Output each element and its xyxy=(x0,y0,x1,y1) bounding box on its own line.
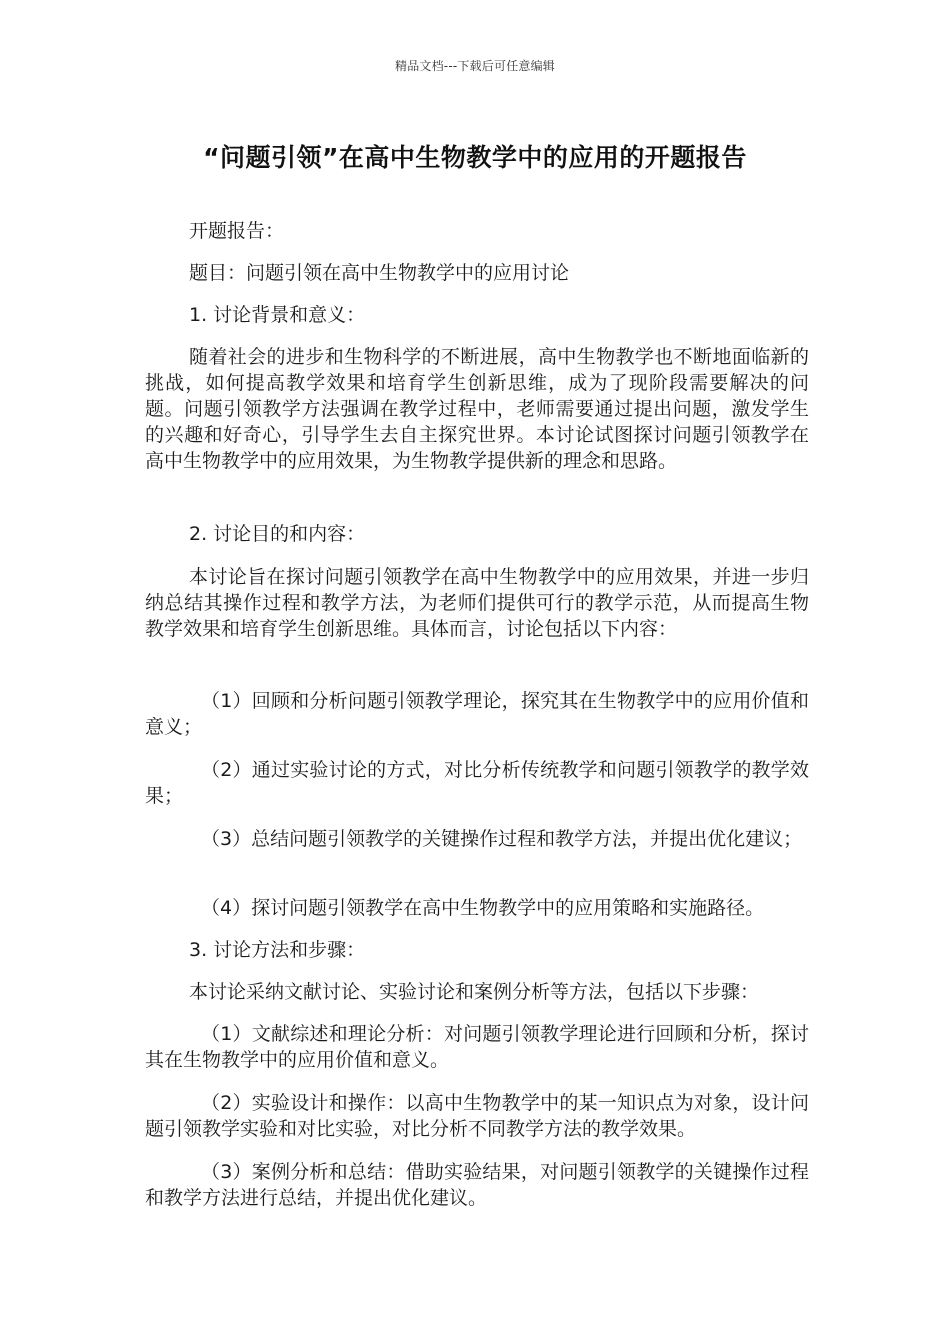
paragraph-background: 随着社会的进步和生物科学的不断进展，高中生物教学也不断地面临新的挑战，如何提高教学效果和培育学生创新思维，成为了现阶段需要解决的问题。问题引领教学方法强调在教学过程中，老师需要通过提出问题，激发学生的兴趣和好奇心，引导学生去自主探究世界。本讨论试图探讨问题引领教学在高中生物教学中的应用效果，为生物教学提供新的理念和思路。 xyxy=(145,346,809,472)
list-item-content-2: （2）通过实验讨论的方式，对比分析传统教学和问题引领教学的教学效果； xyxy=(145,759,809,807)
paragraph-report-label: 开题报告： xyxy=(189,220,285,242)
section-heading-background: 1. 讨论背景和意义： xyxy=(189,304,366,326)
list-item-content-3: （3）总结问题引领教学的关键操作过程和教学方法，并提出优化建议； xyxy=(201,828,803,850)
paragraph-topic: 题目：问题引领在高中生物教学中的应用讨论 xyxy=(189,262,570,284)
section-heading-purpose: 2. 讨论目的和内容： xyxy=(189,523,366,545)
header-note: 精品文档---下载后可任意编辑 xyxy=(395,59,555,73)
list-item-content-1: （1）回顾和分析问题引领教学理论，探究其在生物教学中的应用价值和意义； xyxy=(145,690,809,738)
list-item-content-4: （4）探讨问题引领教学在高中生物教学中的应用策略和实施路径。 xyxy=(201,897,765,919)
document-title: “问题引领”在高中生物教学中的应用的开题报告 xyxy=(203,143,747,172)
paragraph-purpose: 本讨论旨在探讨问题引领教学在高中生物教学中的应用效果，并进一步归纳总结其操作过程和教学方法，为老师们提供可行的教学示范，从而提高生物教学效果和培育学生创新思维。具体而言，讨论包括以下内容： xyxy=(145,566,809,640)
list-item-step-1: （1）文献综述和理论分析：对问题引领教学理论进行回顾和分析，探讨其在生物教学中的应用价值和意义。 xyxy=(145,1023,809,1071)
paragraph-method: 本讨论采纳文献讨论、实验讨论和案例分析等方法，包括以下步骤： xyxy=(189,981,760,1003)
list-item-step-3: （3）案例分析和总结：借助实验结果，对问题引领教学的关键操作过程和教学方法进行总结，并提出优化建议。 xyxy=(145,1161,809,1209)
section-heading-method: 3. 讨论方法和步骤： xyxy=(189,939,366,961)
list-item-step-2: （2）实验设计和操作：以高中生物教学中的某一知识点为对象，设计问题引领教学实验和对比实验，对比分析不同教学方法的教学效果。 xyxy=(145,1092,809,1140)
